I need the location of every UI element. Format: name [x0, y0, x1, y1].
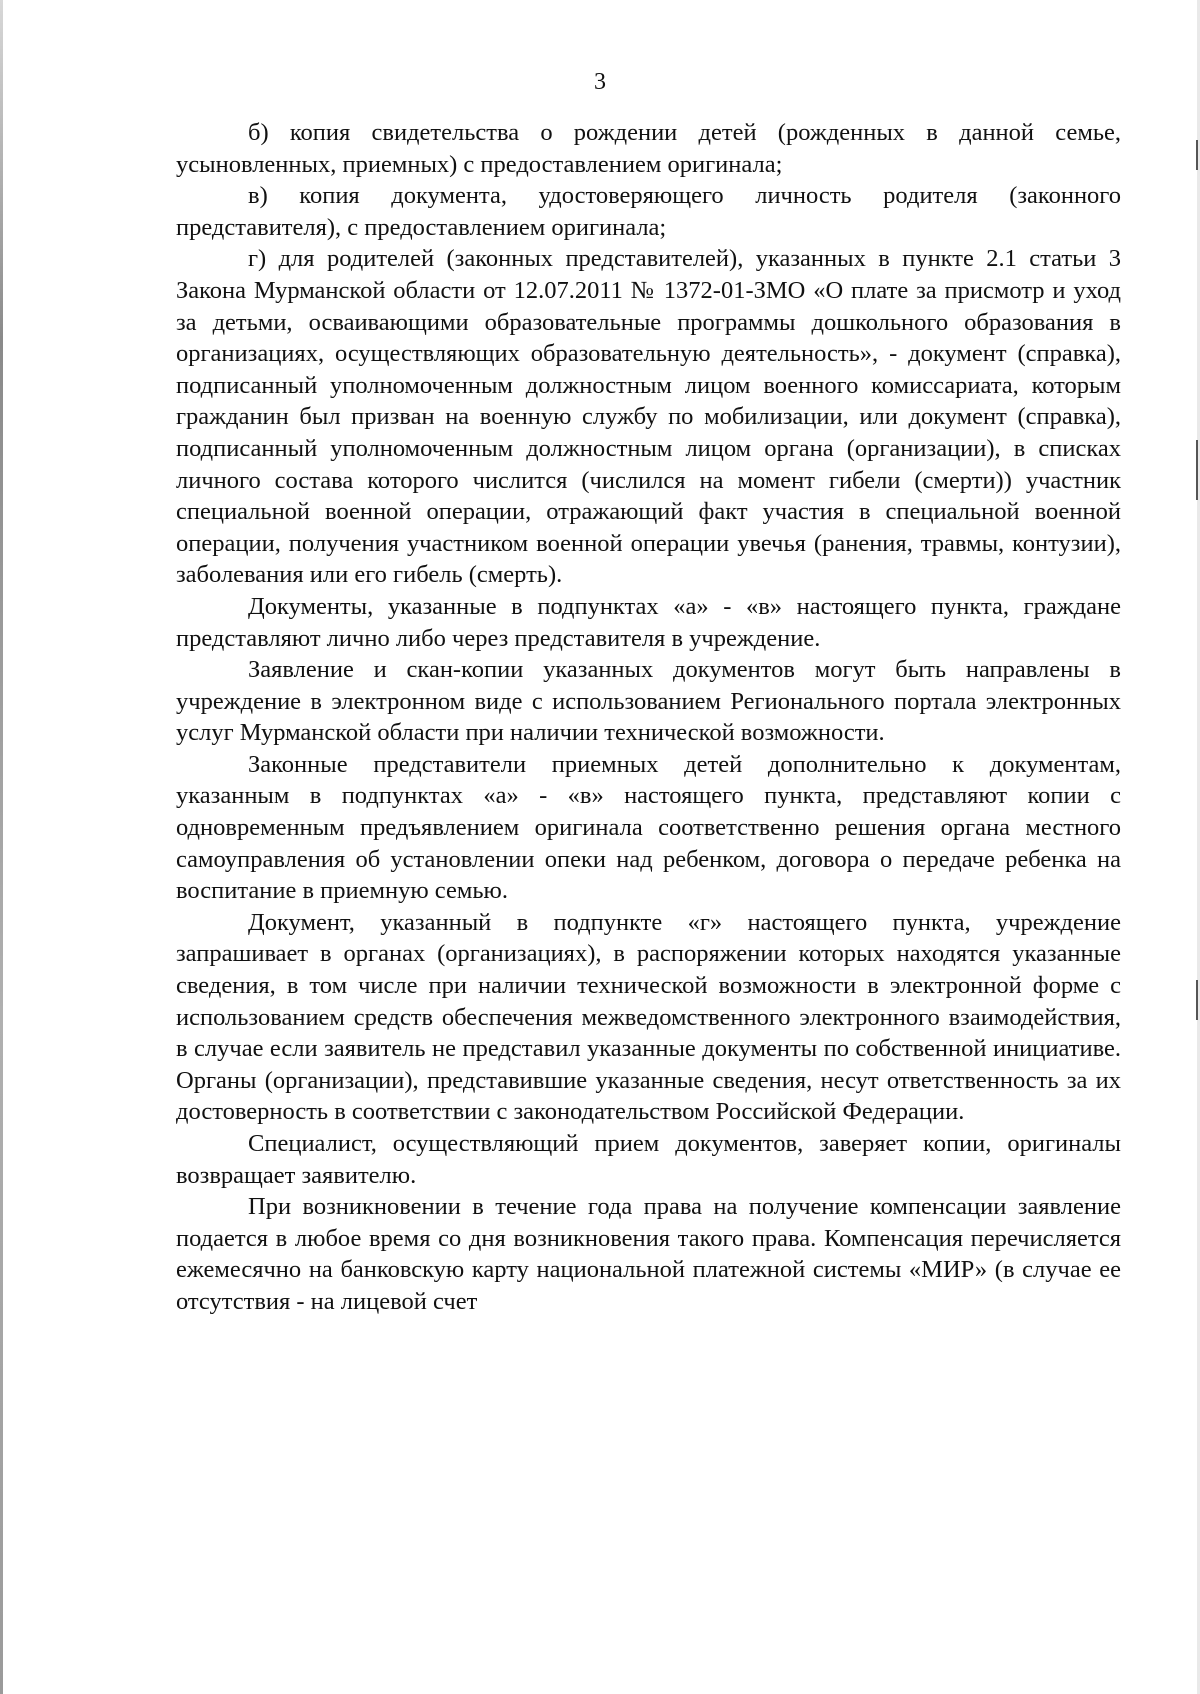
paragraph-v-identity-document: в) копия документа, удостоверяющего личность родителя (законного представителя), с предоставлением оригинала; — [176, 182, 1121, 241]
scan-artifact — [1196, 440, 1198, 500]
scan-artifact — [1196, 140, 1198, 170]
scan-artifact — [1196, 980, 1198, 1020]
paragraph-interagency-request: Документ, указанный в подпункте «г» настоящего пункта, учреждение запрашивает в органах (организациях), в распоряжении которых находятся указанные сведения, в том числе при наличии технической возможности в электронной форме с использованием средств обеспечения межведомственного электронного взаимодействия, в случае если заявитель не представил указанные документы по собственной инициативе. Органы (организации), представившие указанные сведения, несут ответственность за их достоверность в соответствии с законодательством Российской Федерации. — [176, 908, 1121, 1126]
paragraph-compensation-payment: При возникновении в течение года права на получение компенсации заявление подается в любое время со дня возникновения такого права. Компенсация перечисляется ежемесячно на банковскую карту национальной платежной системы «МИР» (в случае ее отсутствия - на лицевой счет — [176, 1193, 1121, 1315]
page-number: 3 — [594, 69, 606, 95]
paragraph-b-birth-certificate: б) копия свидетельства о рождении детей (рожденных в данной семье, усыновленных, приемных) с предоставлением оригинала; — [176, 119, 1121, 178]
document-body — [176, 117, 1121, 1318]
paragraph-g-military-certificate: г) для родителей (законных представителей), указанных в пункте 2.1 статьи 3 Закона Мурманской области от 12.07.2011 № 1372-01-ЗМО «О плате за присмотр и уход за детьми, осваивающими образовательные программы дошкольного образования в организациях, осуществляющих образовательную деятельность», - документ (справка), подписанный уполномоченным должностным лицом военного комиссариата, которым гражданин был призван на военную службу по мобилизации, или документ (справка), подписанный уполномоченным должностным лицом органа (организации), в списках личного состава которого числится (числился на момент гибели (смерти)) участник специальной военной операции, отражающий факт участия в специальной военной операции, получения участником военной операции увечья (ранения, травмы, контузии), заболевания или его гибель (смерть). — [176, 245, 1121, 589]
paragraph-foster-parents: Законные представители приемных детей дополнительно к документам, указанным в подпунктах «а» - «в» настоящего пункта, представляют копии с одновременным предъявлением оригинала соответственно решения органа местного самоуправления об установлении опеки над ребенком, договора о передаче ребенка на воспитание в приемную семью. — [176, 750, 1121, 905]
scan-edge-left — [0, 0, 3, 1694]
paragraph-electronic-submission: Заявление и скан-копии указанных документов могут быть направлены в учреждение в электронном виде с использованием Регионального портала электронных услуг Мурманской области при наличии технической возможности. — [176, 656, 1121, 747]
paragraph-submission-in-person: Документы, указанные в подпунктах «а» - «в» настоящего пункта, граждане представляют лично либо через представителя в учреждение. — [176, 592, 1121, 652]
paragraph-specialist-certification: Специалист, осуществляющий прием документов, заверяет копии, оригиналы возвращает заявителю. — [176, 1130, 1121, 1189]
